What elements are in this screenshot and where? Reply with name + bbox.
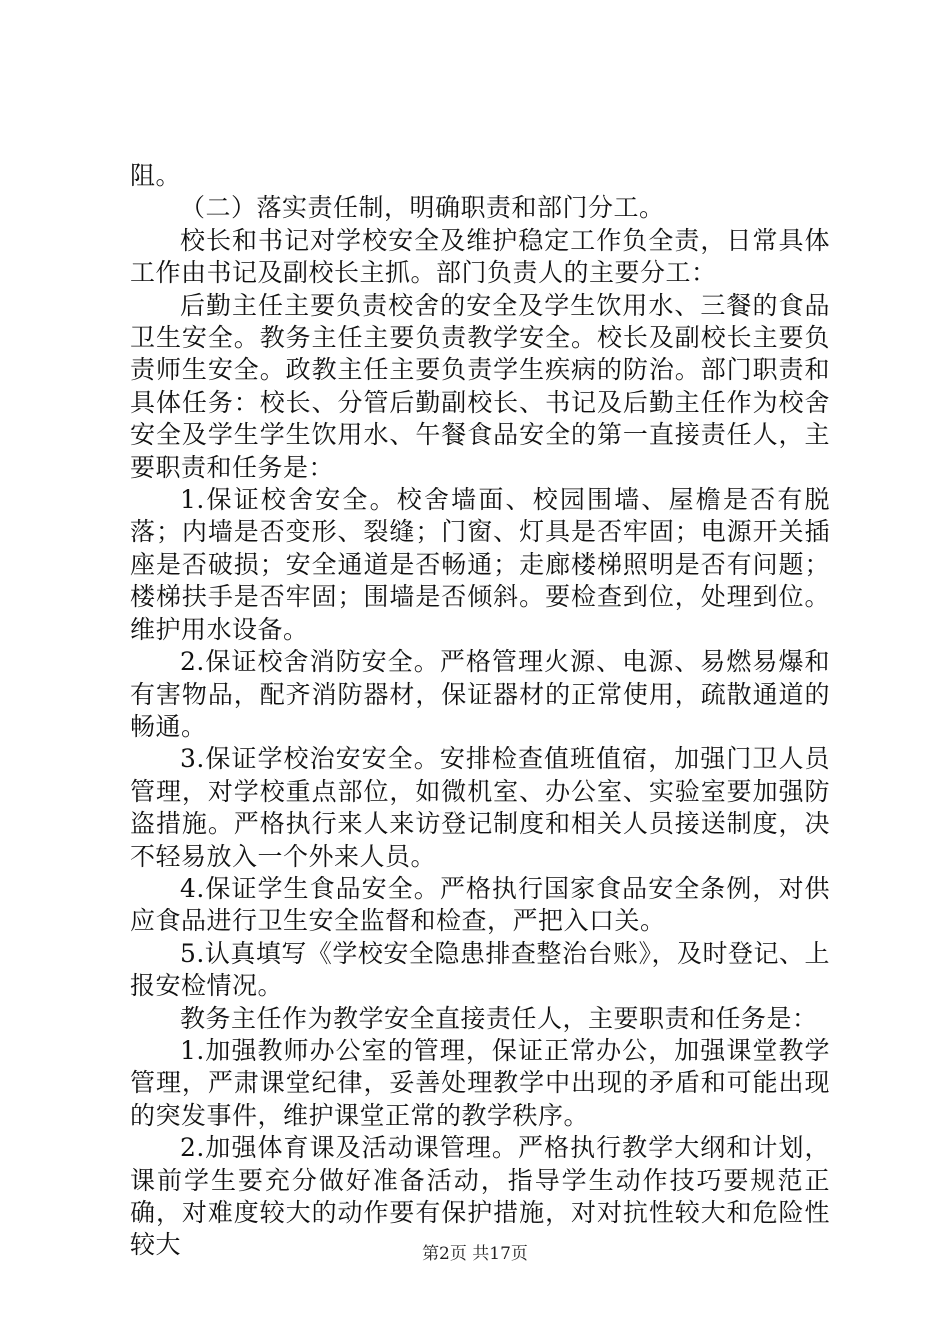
page-footer: [0, 1243, 950, 1265]
paragraph-1: 阻。: [130, 161, 182, 190]
paragraph-5: 1.保证校舍安全。校舍墙面、校园围墙、屋檐是否有脱落；内墙是否变形、裂缝；门窗、灯具是否牢固；电源开关插座是否破损；安全通道是否畅通；走廊楼梯照明是否有问题；楼梯扶手是否牢固；围墙是否倾斜。要检查到位，处理到位。维护用水设备。: [130, 485, 830, 644]
paragraph-11: 1.加强教师办公室的管理，保证正常办公，加强课堂教学管理，严肃课堂纪律，妥善处理教学中出现的矛盾和可能出现的突发事件，维护课堂正常的教学秩序。: [130, 1035, 830, 1130]
paragraph-2: （二）落实责任制，明确职责和部门分工。: [180, 193, 665, 223]
paragraph-3: 校长和书记对学校安全及维护稳定工作负全责，日常具体工作由书记及副校长主抓。部门负责人的主要分工：: [130, 225, 830, 288]
document-body: [130, 160, 830, 1262]
paragraph-8: 4.保证学生食品安全。严格执行国家食品安全条例，对供应食品进行卫生安全监督和检查，严把入口关。: [130, 873, 830, 936]
paragraph-4: 后勤主任主要负责校舍的安全及学生饮用水、三餐的食品卫生安全。教务主任主要负责教学安全。校长及副校长主要负责师生安全。政教主任主要负责学生疾病的防治。部门职责和具体任务：校长、分管后勤副校长、书记及后勤主任作为校舍安全及学生学生饮用水、午餐食品安全的第一直接责任人，主要职责和任务是：: [130, 290, 830, 482]
paragraph-12: 2.加强体育课及活动课管理。严格执行教学大纲和计划，课前学生要充分做好准备活动，指导学生动作技巧要规范正确，对难度较大的动作要有保护措施，对对抗性较大和危险性较大: [130, 1133, 830, 1260]
page-number-label: 第2页 共17页: [422, 1244, 528, 1264]
paragraph-7: 3.保证学校治安安全。安排检查值班值宿，加强门卫人员管理，对学校重点部位，如微机室、办公室、实验室要加强防盗措施。严格执行来人来访登记制度和相关人员接送制度，决不轻易放入一个外来人员。: [130, 744, 830, 871]
paragraph-10: 教务主任作为教学安全直接责任人，主要职责和任务是：: [180, 1003, 818, 1033]
paragraph-6: 2.保证校舍消防安全。严格管理火源、电源、易燃易爆和有害物品，配齐消防器材，保证器材的正常使用，疏散通道的畅通。: [130, 647, 830, 741]
paragraph-9: 5.认真填写《学校安全隐患排查整治台账》，及时登记、上报安检情况。: [130, 938, 830, 1001]
